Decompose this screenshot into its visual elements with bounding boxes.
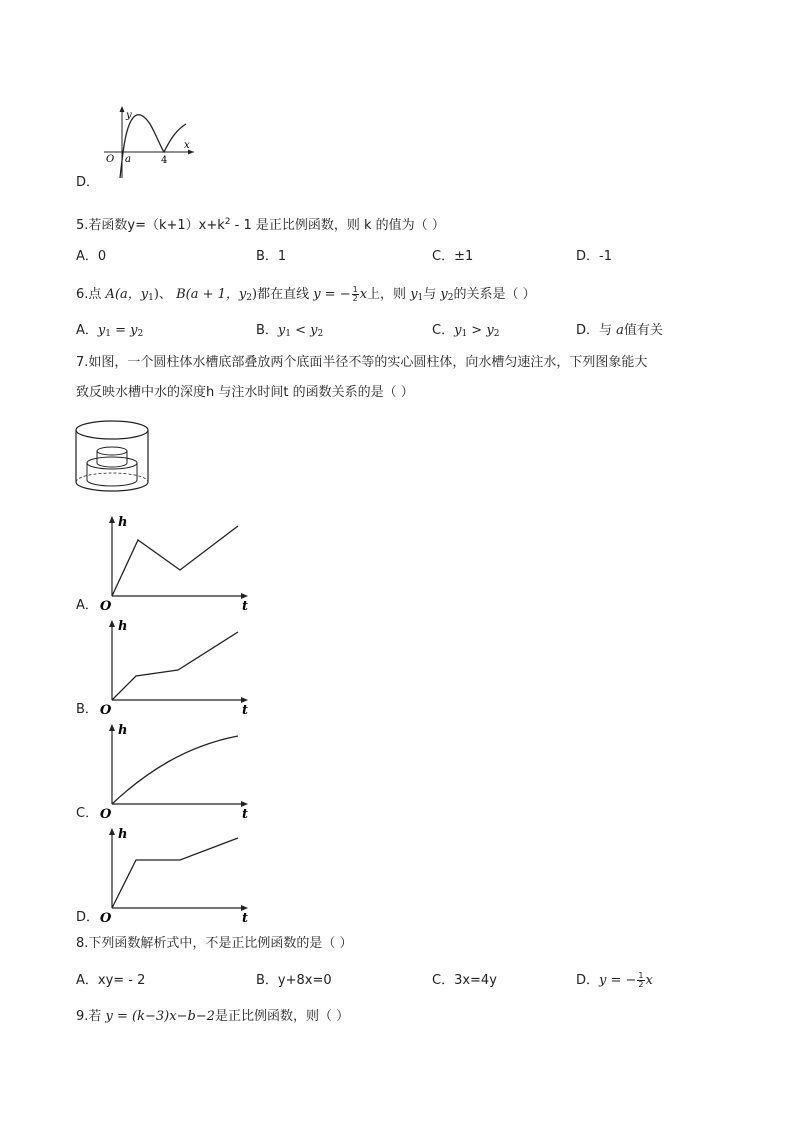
cylinder-tank-figure (74, 418, 154, 498)
option-sub: 2 (317, 329, 324, 339)
q6-fraction (352, 286, 359, 303)
graph-b-line (112, 632, 238, 700)
option-prefix: D． (576, 973, 600, 988)
h-label: h (118, 827, 128, 842)
h-label: h (118, 515, 128, 530)
q6-text: 上，则 (367, 287, 411, 302)
q6-sub: 1 (148, 293, 154, 303)
h-arrow (109, 724, 115, 731)
origin-label: O (100, 911, 112, 924)
option-prefix: A． (76, 323, 98, 338)
q6-y1: y (410, 287, 418, 302)
frac-den: 2 (352, 294, 358, 303)
q6-line-eq: y = − (313, 287, 351, 302)
top-function-graph (100, 100, 200, 182)
q5-exponent: 2 (224, 217, 231, 227)
top-figure-option-d: D． (76, 175, 100, 190)
q6-point-b-args: (a + 1，y (185, 287, 247, 302)
graph-c-option-label[interactable]: C． (76, 806, 99, 821)
option-prefix: C． (432, 323, 455, 338)
option-sub: 1 (461, 329, 468, 339)
tank-top-rim (76, 421, 148, 439)
q9-text: 是正比例函数，则（ ） (214, 1009, 350, 1024)
q5-option-b[interactable]: B．1 (256, 249, 287, 264)
q5-option-c[interactable]: C．±1 (432, 249, 474, 264)
q6-option-b[interactable] (256, 322, 323, 343)
graph-d-line (112, 838, 238, 908)
q6-sep: 、 (158, 287, 172, 302)
t-label: t (242, 911, 249, 924)
small-cylinder-bottom (97, 463, 127, 467)
graph-a-option-label[interactable]: A． (76, 598, 98, 613)
q6-text: 的关系是（ ） (453, 287, 536, 302)
y-arrow (120, 106, 125, 112)
h-arrow (109, 620, 115, 627)
option-expr: < y (291, 323, 318, 338)
question-6-stem (76, 286, 536, 307)
option-expr: y = − (599, 973, 637, 988)
q9-text: 9.若 (76, 1009, 106, 1024)
q6-sub: 1 (417, 293, 424, 303)
origin-label: O (100, 807, 112, 820)
origin-label: O (100, 599, 112, 612)
q5-option-a[interactable]: A．0 (76, 249, 107, 264)
option-sub: 1 (285, 329, 292, 339)
option-sub: 2 (493, 329, 500, 339)
q5-stem-part: - 1 是正比例函数，则 k 的值为（ ） (230, 218, 445, 233)
q8-fraction (637, 972, 644, 989)
graph-b-option-label[interactable]: B． (76, 702, 98, 717)
graph-d-option-label[interactable]: D． (76, 910, 100, 925)
frac-den: 2 (638, 980, 644, 989)
option-expr: > y (467, 323, 494, 338)
origin-label: O (106, 154, 115, 165)
q6-option-c[interactable] (432, 322, 499, 343)
option-expr: y (97, 323, 106, 338)
question-5-stem (76, 213, 445, 235)
option-prefix: D．与 (576, 323, 617, 338)
option-prefix: B． (256, 323, 278, 338)
q8-option-a[interactable]: A．xy= - 2 (76, 973, 146, 988)
q8-option-d[interactable] (576, 972, 653, 990)
graph-a-line (112, 526, 238, 596)
q6-sub: 2 (246, 293, 252, 303)
q6-option-a[interactable] (76, 322, 143, 343)
graph-c-curve (112, 736, 238, 804)
q8-option-b[interactable]: B．y+8x=0 (256, 973, 332, 988)
curve (120, 115, 186, 178)
option-expr: = y (111, 323, 138, 338)
q6-point-b: B (176, 287, 186, 302)
q8-option-c[interactable]: C．3x=4y (432, 973, 497, 988)
frac-num: 1 (352, 285, 358, 294)
q6-paren: ) (251, 287, 258, 302)
option-sub: 1 (105, 329, 111, 339)
q6-point-a: A (105, 287, 115, 302)
question-7-line-2: 致反映水槽中水的深度h 与注水时间t 的函数关系的是（ ） (76, 385, 414, 400)
h-arrow (109, 828, 115, 835)
q6-y2: y (440, 287, 448, 302)
frac-num: 1 (638, 971, 644, 980)
question-9-stem (76, 1008, 349, 1026)
h-arrow (109, 516, 115, 523)
question-7-line-1: 7.如图，一个圆柱体水槽底部叠放两个底面半径不等的实心圆柱体，向水槽匀速注水，下列图象能大 (76, 355, 648, 370)
q6-point-a-args: (a，y (114, 287, 149, 302)
option-var: a (616, 323, 624, 338)
graph-d (96, 824, 256, 924)
option-expr: y (454, 323, 462, 338)
q6-option-d[interactable] (576, 322, 663, 340)
four-label: 4 (161, 155, 168, 166)
graph-c (96, 720, 256, 820)
option-x: x (645, 973, 653, 988)
q6-text: 都在直线 (257, 287, 314, 302)
t-label: t (242, 703, 249, 716)
origin-label: O (100, 703, 112, 716)
x-label: x (184, 140, 190, 151)
graph-b (96, 616, 256, 716)
q5-option-d[interactable]: D．-1 (576, 249, 612, 264)
h-label: h (118, 619, 128, 634)
small-cylinder-top (97, 447, 127, 455)
q6-text: 6.点 (76, 287, 106, 302)
a-label: a (125, 154, 131, 165)
graph-a (96, 512, 256, 612)
question-8-stem: 8.下列函数解析式中，不是正比例函数的是（ ） (76, 936, 353, 951)
q9-expr: y = (k−3)x−b−2 (105, 1009, 215, 1024)
q6-text: 与 (423, 287, 441, 302)
option-expr: y (277, 323, 286, 338)
q5-stem-part: 5.若函数y=（k+1）x+k (76, 218, 225, 233)
large-cylinder-bottom (87, 480, 137, 486)
t-label: t (242, 599, 249, 612)
q6-line-x: x (359, 287, 368, 302)
q6-sub: 2 (447, 293, 454, 303)
h-label: h (118, 723, 128, 738)
t-label: t (242, 807, 249, 820)
option-text: 值有关 (623, 323, 663, 338)
option-sub: 2 (137, 329, 144, 339)
q6-paren: ) (153, 287, 159, 302)
y-label: y (126, 110, 132, 121)
